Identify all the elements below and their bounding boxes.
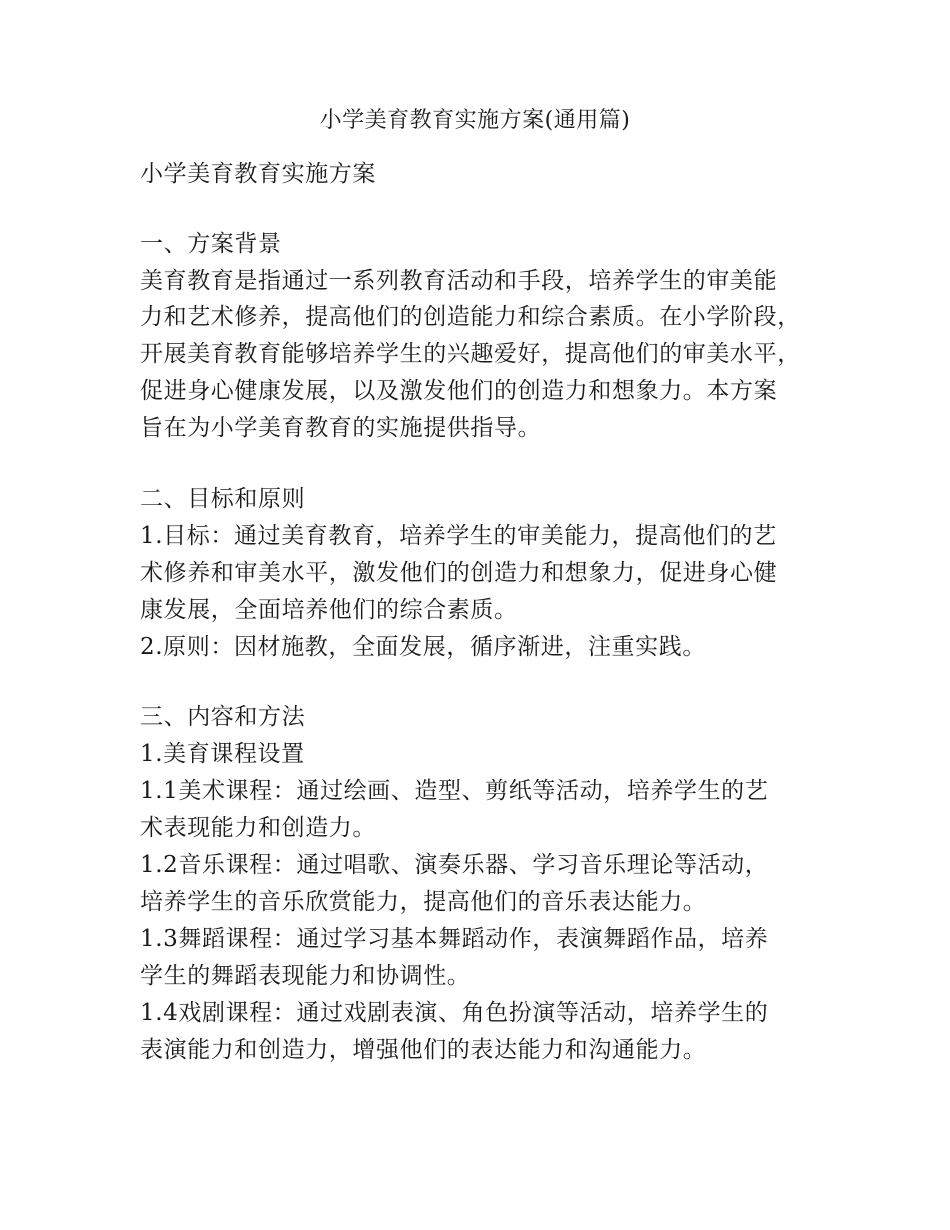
subsection-heading: 1.美育课程设置 <box>140 741 305 767</box>
section-heading-2: 二、目标和原则 <box>140 486 306 512</box>
paragraph-line: 2.原则：因材施教，全面发展，循序渐进，注重实践。 <box>140 634 706 660</box>
paragraph-line: 1.1美术课程：通过绘画、造型、剪纸等活动，培养学生的艺 <box>140 778 769 804</box>
paragraph-line: 美育教育是指通过一系列教育活动和手段，培养学生的审美能 <box>140 268 778 294</box>
paragraph-line: 旨在为小学美育教育的实施提供指导。 <box>140 415 542 441</box>
paragraph-line: 1.2音乐课程：通过唱歌、演奏乐器、学习音乐理论等活动， <box>140 852 769 878</box>
paragraph-line: 学生的舞蹈表现能力和协调性。 <box>140 963 471 989</box>
paragraph-line: 表演能力和创造力，增强他们的表达能力和沟通能力。 <box>140 1037 707 1063</box>
paragraph-line: 1.4戏剧课程：通过戏剧表演、角色扮演等活动，培养学生的 <box>140 1000 769 1026</box>
section-heading-3: 三、内容和方法 <box>140 704 306 730</box>
paragraph-line: 康发展，全面培养他们的综合素质。 <box>140 597 518 623</box>
paragraph-line: 促进身心健康发展，以及激发他们的创造力和想象力。本方案 <box>140 378 778 404</box>
paragraph-line: 开展美育教育能够培养学生的兴趣爱好，提高他们的审美水平， <box>140 341 801 367</box>
document-title: 小学美育教育实施方案(通用篇) <box>319 108 631 133</box>
paragraph-line: 力和艺术修养，提高他们的创造能力和综合素质。在小学阶段， <box>140 304 801 330</box>
subtitle-line: 小学美育教育实施方案 <box>140 161 376 187</box>
paragraph-line: 培养学生的音乐欣赏能力，提高他们的音乐表达能力。 <box>140 889 707 915</box>
paragraph-line: 术修养和审美水平，激发他们的创造力和想象力，促进身心健 <box>140 560 778 586</box>
section-heading-1: 一、方案背景 <box>140 231 282 257</box>
paragraph-line: 术表现能力和创造力。 <box>140 815 376 841</box>
paragraph-line: 1.3舞蹈课程：通过学习基本舞蹈动作，表演舞蹈作品，培养 <box>140 926 769 952</box>
paragraph-line: 1.目标：通过美育教育，培养学生的审美能力，提高他们的艺 <box>140 523 777 549</box>
